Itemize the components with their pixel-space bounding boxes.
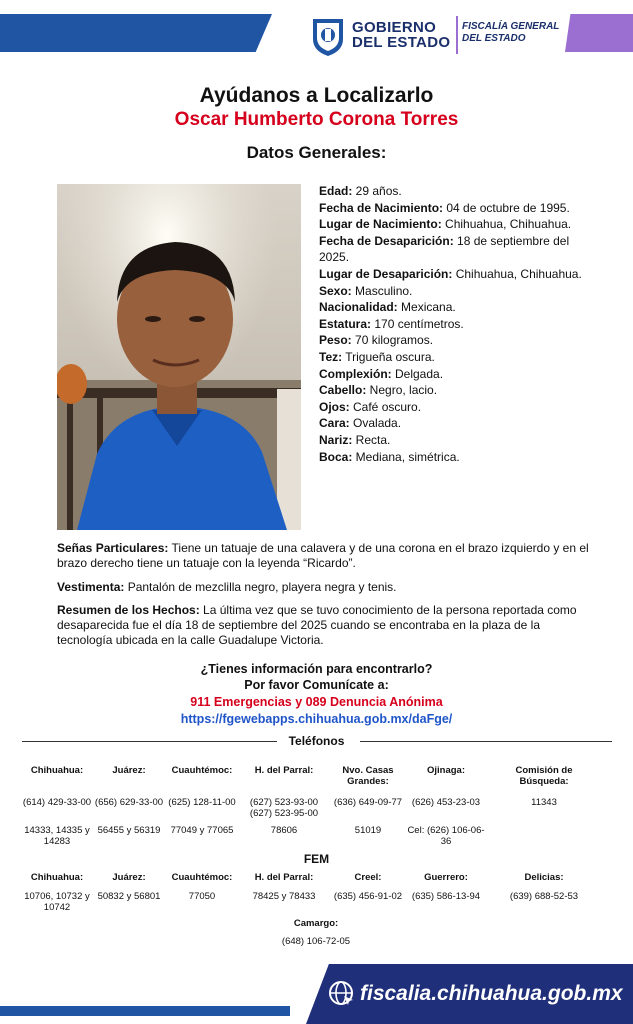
page-title: Ayúdanos a Localizarlo [199, 84, 434, 107]
detail-row [319, 399, 587, 416]
contact-prompt: Por favor Comunícate a: [244, 678, 389, 692]
phone-number: (656) 629-33-00 [94, 797, 164, 808]
web-icon [327, 979, 355, 1007]
detail-row [319, 183, 587, 200]
clothing [57, 580, 589, 595]
person-photo [57, 184, 301, 530]
general-data-list [319, 183, 587, 465]
contact-question: ¿Tienes información para encontrarlo? [200, 662, 433, 676]
phone-extension: 78606 [270, 825, 298, 836]
detail-label: Peso: [319, 333, 352, 348]
government-logo-text [352, 20, 450, 50]
phone-office-header: Cuauhtémoc: [171, 765, 233, 776]
detail-row [319, 216, 587, 233]
detail-label: Complexión: [319, 366, 392, 381]
detail-row [319, 283, 587, 300]
fem-phone: 10706, 10732 y 10742 [24, 891, 90, 913]
state-seal-icon [309, 15, 347, 57]
phone-number: 11343 [531, 797, 557, 808]
phone-extension: Cel: (626) 106-06-36 [407, 825, 485, 847]
detail-label: Tez: [319, 349, 343, 364]
phone-extension: 56455 y 56319 [97, 825, 161, 836]
detail-label: Fecha de Nacimiento: [319, 200, 444, 215]
detail-value: 70 kilogramos. [351, 333, 434, 348]
fem-phone: 78425 y 78433 [252, 891, 316, 902]
phones-title: Teléfonos [288, 734, 345, 748]
detail-value: Delgada. [391, 366, 444, 381]
incident-summary [57, 603, 589, 648]
fem-office-header: H. del Parral: [254, 872, 314, 883]
fem-office-header: Creel: [354, 872, 382, 883]
detail-value: Ovalada. [349, 416, 402, 431]
distinguishing-marks-label: Señas Particulares: [57, 541, 169, 555]
fem-office-header: Chihuahua: [30, 872, 84, 883]
incident-summary-text: La última vez que se tuvo conocimiento de la persona reportada como desaparecida fue el día 18 de septiembre del 2025 cuando se encontraba en la plaza de la tecnología ubicada en la calle Guadalupe Victoria. [57, 603, 577, 647]
phone-office-header: Comisión de Búsqueda: [515, 765, 573, 787]
fem-phone: 50832 y 56801 [97, 891, 161, 902]
detail-value: Chihuahua, Chihuahua. [441, 217, 572, 232]
phone-extension: 77049 y 77065 [170, 825, 234, 836]
detail-row [319, 449, 587, 466]
detail-value: Café oscuro. [349, 399, 422, 414]
detail-value: Trigueña oscura. [342, 349, 435, 364]
detail-row [319, 415, 587, 432]
detail-value: Mediana, simétrica. [352, 449, 460, 464]
fem-office-header: Guerrero: [424, 872, 468, 883]
phone-office-header: Juárez: [112, 765, 146, 776]
incident-summary-label: Resumen de los Hechos: [57, 603, 200, 617]
detail-row [319, 366, 587, 383]
header-blue-bar [0, 14, 272, 52]
detail-label: Cara: [319, 416, 350, 431]
fem-phone: (639) 688-52-53 [509, 891, 579, 902]
detail-value: Negro, lacio. [366, 383, 438, 398]
detail-label: Fecha de Desaparición: [319, 233, 454, 248]
detail-row [319, 299, 587, 316]
detail-label: Boca: [319, 449, 353, 464]
emergency-numbers: 911 Emergencias y 089 Denuncia Anónima [190, 695, 443, 709]
section-title: Datos Generales: [246, 143, 387, 162]
distinguishing-marks-text: Tiene un tatuaje de una calavera y de una corona en el brazo izquierdo y en el brazo derecho tiene un tatuaje con la leyenda “Ricardo”. [57, 541, 589, 570]
phone-office-header: Chihuahua: [30, 765, 84, 776]
detail-label: Cabello: [319, 383, 367, 398]
phone-number: (636) 649-09-77 [333, 797, 403, 808]
report-link[interactable]: https://fgewebapps.chihuahua.gob.mx/daFge/ [180, 712, 453, 726]
detail-value: Masculino. [351, 283, 413, 298]
camargo-label: Camargo: [293, 918, 339, 929]
gov-line2: DEL ESTADO [352, 34, 451, 51]
phone-number: (627) 523-93-00 (627) 523-95-00 [249, 797, 319, 819]
detail-label: Lugar de Desaparición: [319, 266, 453, 281]
detail-label: Nacionalidad: [319, 300, 398, 315]
detail-value: 29 años. [352, 184, 402, 198]
detail-row [319, 332, 587, 349]
phone-extension: 51019 [354, 825, 382, 836]
fiscalia-logo-text [462, 21, 559, 45]
detail-value: 18 de septiembre del 2025. [319, 233, 570, 265]
detail-label: Ojos: [319, 399, 350, 414]
fem-phone: (635) 456-91-02 [333, 891, 403, 902]
detail-value: 04 de octubre de 1995. [443, 200, 570, 215]
detail-row [319, 316, 587, 333]
divider-right [360, 741, 612, 742]
clothing-label: Vestimenta: [57, 580, 125, 594]
detail-label: Edad: [319, 184, 353, 198]
detail-row [319, 233, 587, 266]
fem-office-header: Cuauhtémoc: [171, 872, 233, 883]
phone-extension: 14333, 14335 y 14283 [24, 825, 90, 847]
detail-label: Estatura: [319, 316, 372, 331]
detail-label: Lugar de Nacimiento: [319, 217, 442, 232]
gov-line1: GOBIERNO [352, 19, 437, 36]
detail-row [319, 432, 587, 449]
fem-phone: 77050 [188, 891, 216, 902]
detail-value: Recta. [352, 432, 391, 447]
detail-row [319, 200, 587, 217]
footer-website[interactable]: fiscalia.chihuahua.gob.mx [360, 982, 623, 1005]
phone-office-header: H. del Parral: [254, 765, 314, 776]
detail-row [319, 266, 587, 283]
footer-blue-bar [0, 1006, 290, 1016]
detail-row [319, 349, 587, 366]
fem-title: FEM [303, 852, 330, 866]
detail-label: Nariz: [319, 432, 353, 447]
phone-number: (614) 429-33-00 [22, 797, 92, 808]
detail-label: Sexo: [319, 283, 352, 298]
camargo-phone: (648) 106-72-05 [281, 936, 351, 947]
phone-number: (625) 128-11-00 [168, 797, 236, 808]
clothing-text: Pantalón de mezclilla negro, playera negra y tenis. [124, 580, 397, 594]
detail-value: Mexicana. [397, 300, 456, 315]
detail-value: Chihuahua, Chihuahua. [452, 266, 582, 281]
phone-office-header: Ojinaga: [426, 765, 465, 776]
detail-value: 170 centímetros. [371, 316, 464, 331]
header-divider [456, 16, 458, 54]
distinguishing-marks [57, 541, 589, 571]
fem-phone: (635) 586-13-94 [411, 891, 481, 902]
fem-office-header: Delicias: [524, 872, 564, 883]
header-purple-bar [565, 14, 633, 52]
phone-office-header: Nvo. Casas Grandes: [342, 765, 394, 787]
fiscalia-line1: FISCALÍA GENERAL [462, 21, 560, 32]
detail-row [319, 382, 587, 399]
fem-office-header: Juárez: [112, 872, 146, 883]
missing-person-name: Oscar Humberto Corona Torres [174, 109, 459, 130]
phone-number: (626) 453-23-03 [411, 797, 481, 808]
fiscalia-line2: DEL ESTADO [462, 33, 526, 44]
